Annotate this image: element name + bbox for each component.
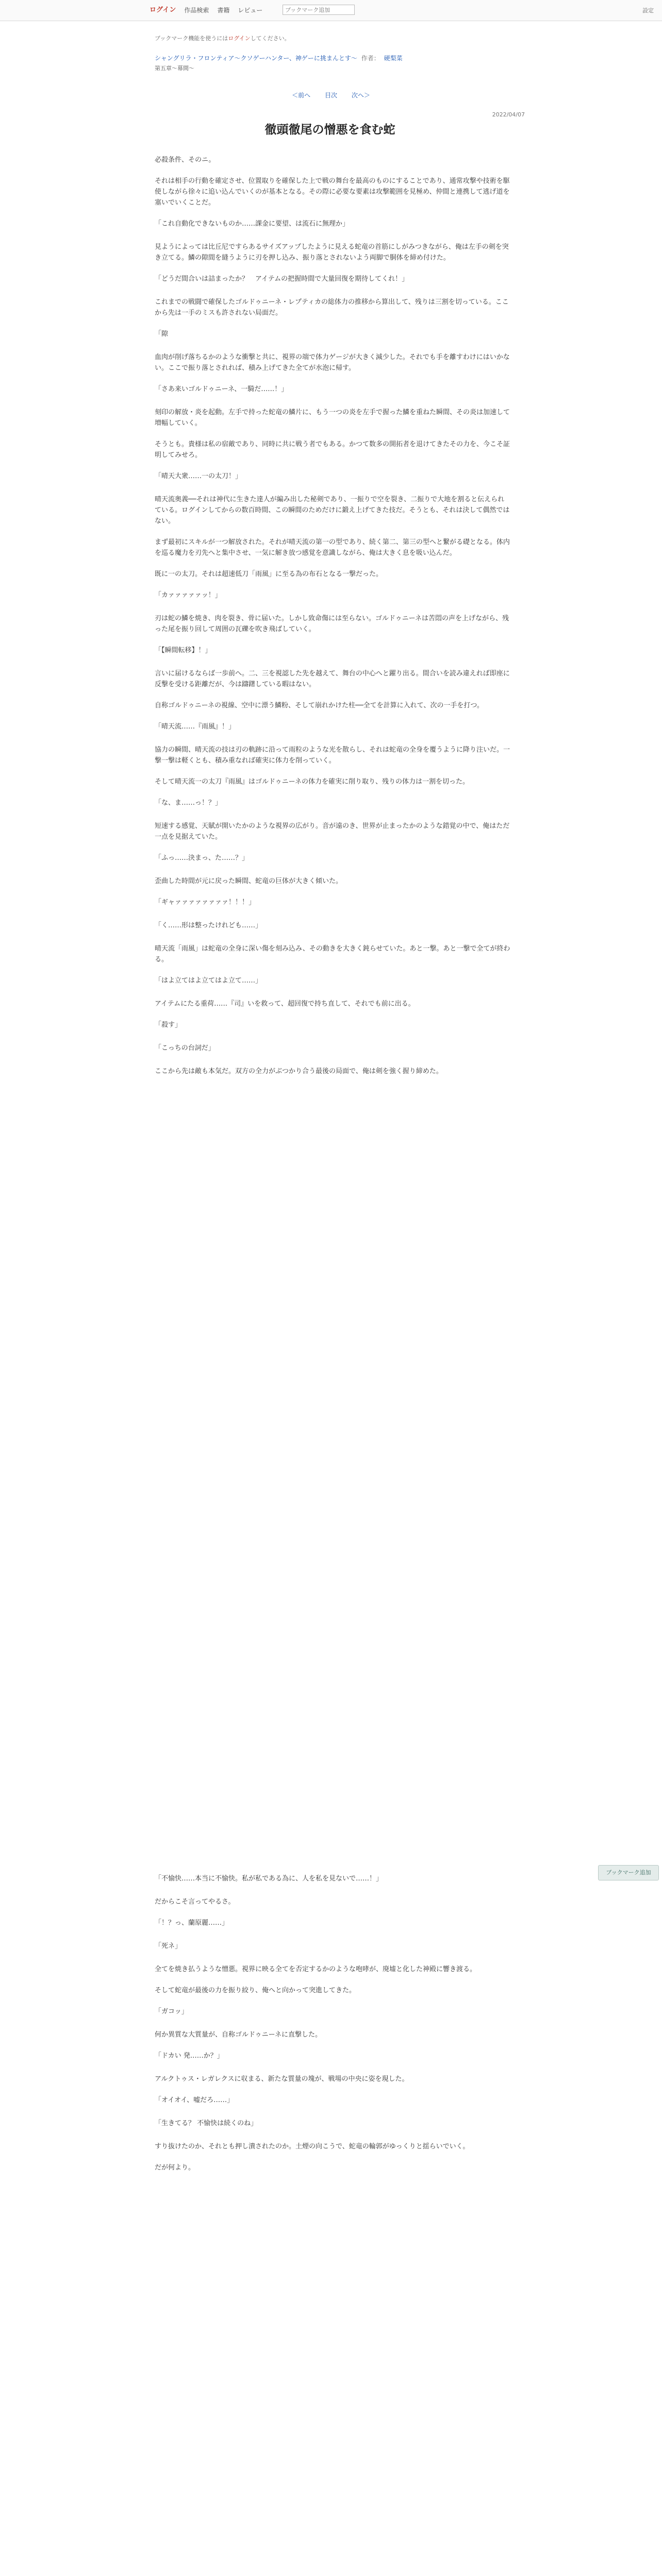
paragraph: 言いに届けるならば一歩前へ。二、三を視認した先を越えて、舞台の中心へと躍り出る。間合いを読み違えれば即座に反撃を受ける距離だが、今は躊躇している暇はない。 — [155, 670, 510, 688]
paragraph: 短速する感覚、天賦が開いたかのような視界の広がり。音が遠のき、世界が止まったかのような錯覚の中で、俺はただ一点を見据えていた。 — [155, 822, 510, 841]
paragraph: だからこそ言ってやるさ。 — [155, 1898, 235, 1906]
paragraph: 「生きてる？ 不愉快は続くのね」 — [155, 2120, 258, 2127]
notice-prefix: ブックマーク機能を使うには — [155, 35, 228, 42]
search-input[interactable] — [283, 5, 355, 15]
paragraph: アイテムにたる重荷……『司』いを救って、超回復で持ち直して、それでも前に出る。 — [155, 1000, 415, 1008]
paragraph: 全てを焼き払うような憎悪。視界に映る全てを否定するかのような咆哮が、廃墟と化した神殿に響き渡る。 — [155, 1965, 477, 1973]
bookmark-button[interactable]: ブックマーク追加 — [598, 1865, 659, 1880]
paragraph: 見ようによっては比丘尼ですらあるサイズアップしたように見える蛇竜の首筋にしがみつきながら、俺は左手の剣を突き立てる。鱗の隙間を縫うように刃を押し込み、振り落とされないよう両脚で胴体を締め付けた。 — [155, 243, 509, 262]
next-link[interactable]: 次へ＞ — [351, 92, 370, 99]
paragraph: だが何より。 — [155, 2164, 195, 2172]
paragraph: 「カァァァァァッ！」 — [155, 591, 222, 599]
author-link[interactable]: 硬梨菜 — [384, 55, 403, 62]
prev-link[interactable]: ＜前へ — [292, 92, 311, 99]
paragraph: 「晴天大衆……一の太刀！」 — [155, 472, 242, 480]
paragraph: そして蛇竜が最後の力を振り絞り、俺へと向かって突進してきた。 — [155, 1987, 356, 1994]
paragraph: 「死ネ」 — [155, 1942, 182, 1950]
paragraph: 刃は蛇の鱗を焼き、肉を裂き、骨に届いた。しかし致命傷には至らない。ゴルドゥニーネは苦悶の声を上げながら、残った尾を振り回して周囲の瓦礫を吹き飛ばしていく。 — [155, 615, 509, 633]
paragraph: 「ガコッ」 — [155, 2008, 188, 2015]
paragraph: 「【瞬間転移】！」 — [155, 647, 212, 654]
paragraph: それは相手の行動を確定させ、位置取りを確保した上で戦の舞台を最高のものにすることであり、通常攻撃や技術を駆使しながら徐々に追い込んでいくのが基本となる。その際に必要な要素は攻撃範囲を見極め、仲間と連携して逃げ道を塞いでいくことだ。 — [155, 177, 510, 207]
menu-books[interactable]: 書籍 — [217, 6, 230, 14]
paragraph: 「どうだ間合いは詰まったか？ アイテムの把握時間で大量回復を期待してくれ！」 — [155, 275, 409, 283]
paragraph: 自称ゴルドゥニーネの視線、空中に漂う鱗粉、そして崩れかけた柱──全てを計算に入れて、次の一手を打つ。 — [155, 702, 484, 709]
paragraph: そして晴天流一の太刀『雨風』はゴルドゥニーネの体力を確実に削り取り、残りの体力は一割を切った。 — [155, 778, 470, 786]
global-menu — [150, 5, 262, 15]
paragraph: 「これ自動化できないものか……課金に要望、は流石に無理か」 — [155, 220, 350, 228]
chapter-name: 第五章〜幕間〜 — [155, 65, 194, 72]
breadcrumb — [155, 54, 403, 63]
paragraph: 「晴天流……『雨風』！」 — [155, 723, 236, 731]
paragraph: すり抜けたのか、それとも押し潰されたのか。土煙の向こうで、蛇竜の輪郭がゆっくりと揺らいでいく。 — [155, 2143, 470, 2150]
notice-login-link[interactable]: ログイン — [228, 35, 251, 42]
post-date: 2022/04/07 — [492, 111, 525, 118]
paragraph: これまでの戦闘で確保したゴルドゥニーネ・レプティカの総体力の推移から算出して、残りは三割を切っている。ここから先は一手のミスも許されない局面だ。 — [155, 298, 509, 317]
menu-reviews[interactable]: レビュー — [238, 6, 263, 14]
paragraph: 何か異質な大質量が、自称ゴルドゥニーネに直撃した。 — [155, 2031, 322, 2039]
paragraph: そうとも。貴様は私の宿敵であり、同時に共に戦う者でもある。かつて数多の開拓者を退けてきたその力を、今こそ証明してみせろ。 — [155, 440, 510, 459]
paragraph: アルクトゥス・レガレクスに収まる、新たな質量の塊が、戦場の中央に姿を現した。 — [155, 2075, 409, 2083]
paragraph: 必殺条件、そのニ。 — [155, 156, 216, 164]
pager-top — [0, 91, 662, 100]
paragraph: 既に一の太刀。それは超速低刀「雨風」に至る為の布石となる一撃だった。 — [155, 570, 383, 578]
paragraph: 「オイオイ、嘘だろ……」 — [155, 2096, 234, 2104]
paragraph: 「こっちの台詞だ」 — [155, 1044, 215, 1052]
paragraph: まず最初にスキルが一つ解放された。それが晴天流の第一の型であり、続く第二、第三の型へと繋がる礎となる。体内を巡る魔力を刃先へと集中させ、一気に解き放つ感覚を意識しながら、俺は大きく息を吸い込んだ。 — [155, 538, 510, 557]
paragraph: 歪曲した時間が元に戻った瞬間、蛇竜の巨体が大きく傾いた。 — [155, 877, 343, 885]
paragraph: 刻印の解放・炎を起動。左手で持った蛇竜の鱗片に、もう一つの炎を左手で握った鱗を重ねた瞬間、その炎は加速して増幅していく。 — [155, 409, 510, 427]
menu-search[interactable]: 作品検索 — [184, 6, 209, 14]
paragraph: ここから先は敵も本気だ。双方の全力がぶつかり合う最後の局面で、俺は剣を強く握り締めた。 — [155, 1067, 443, 1075]
paragraph: 「ふっ……決まっ、た……？」 — [155, 854, 249, 862]
login-link[interactable]: ログイン — [150, 6, 176, 14]
paragraph: 「はよ立てはよ立てはよ立て……」 — [155, 977, 262, 985]
top-navigation-bar — [0, 0, 662, 21]
series-title-link[interactable]: シャングリラ・フロンティア〜クソゲーハンター、神ゲーに挑まんとす〜 — [155, 55, 357, 62]
paragraph: 「な、ま……っ！？」 — [155, 799, 222, 807]
author-label: 作者： — [361, 55, 380, 62]
paragraph: 「隙 — [155, 330, 169, 338]
notice-suffix: してください。 — [250, 35, 290, 42]
paragraph: 「さあ来いゴルドゥニーネ、一騎だ……！」 — [155, 385, 288, 393]
paragraph: 血肉が削げ落ちるかのような衝撃と共に、視界の端で体力ゲージが大きく減少した。それでも手を離すわけにはいかない。ここで振り落とされれば、積み上げてきた全てが水泡に帰す。 — [155, 353, 510, 372]
paragraph: 「不愉快……本当に不愉快。私が私である為に、人を私を見ないで……！」 — [155, 1875, 383, 1883]
toc-link[interactable]: 目次 — [324, 92, 337, 99]
paragraph: 協力の瞬間、晴天流の技は刃の軌跡に沿って雨粒のような光を散らし、それは蛇竜の全身を覆うように降り注いだ。一撃一撃は軽くとも、積み重なれば確実に体力を削っていく。 — [155, 746, 510, 765]
story-body-second — [155, 1873, 510, 2183]
paragraph: 「殺す」 — [155, 1021, 182, 1029]
paragraph: 「ドカい 発……か？」 — [155, 2052, 224, 2060]
paragraph: 「く……形は整ったけれども……」 — [155, 922, 262, 929]
paragraph: 晴天流奥義──それは神代に生きた達人が編み出した秘剣であり、一振りで空を裂き、二振りで大地を割ると伝えられている。ログインしてからの数百時間、この瞬間のためだけに鍛え上げてきた技だ。そうとも、それは決して偶然ではない。 — [155, 496, 510, 525]
paragraph: 「ギャァァァァァァァァ！！！」 — [155, 899, 256, 906]
paragraph: 「！？っ、蘭原麗……」 — [155, 1919, 229, 1927]
episode-title: 徹頭徹尾の憎悪を食む蛇 — [264, 123, 395, 137]
login-notice — [155, 34, 290, 43]
settings-link[interactable]: 設定 — [642, 7, 654, 14]
story-body-first — [155, 155, 510, 1087]
paragraph: 晴天流「雨風」は蛇竜の全身に深い傷を刻み込み、その動きを大きく鈍らせていた。あと一撃。あと一撃で全てが終わる。 — [155, 945, 510, 963]
